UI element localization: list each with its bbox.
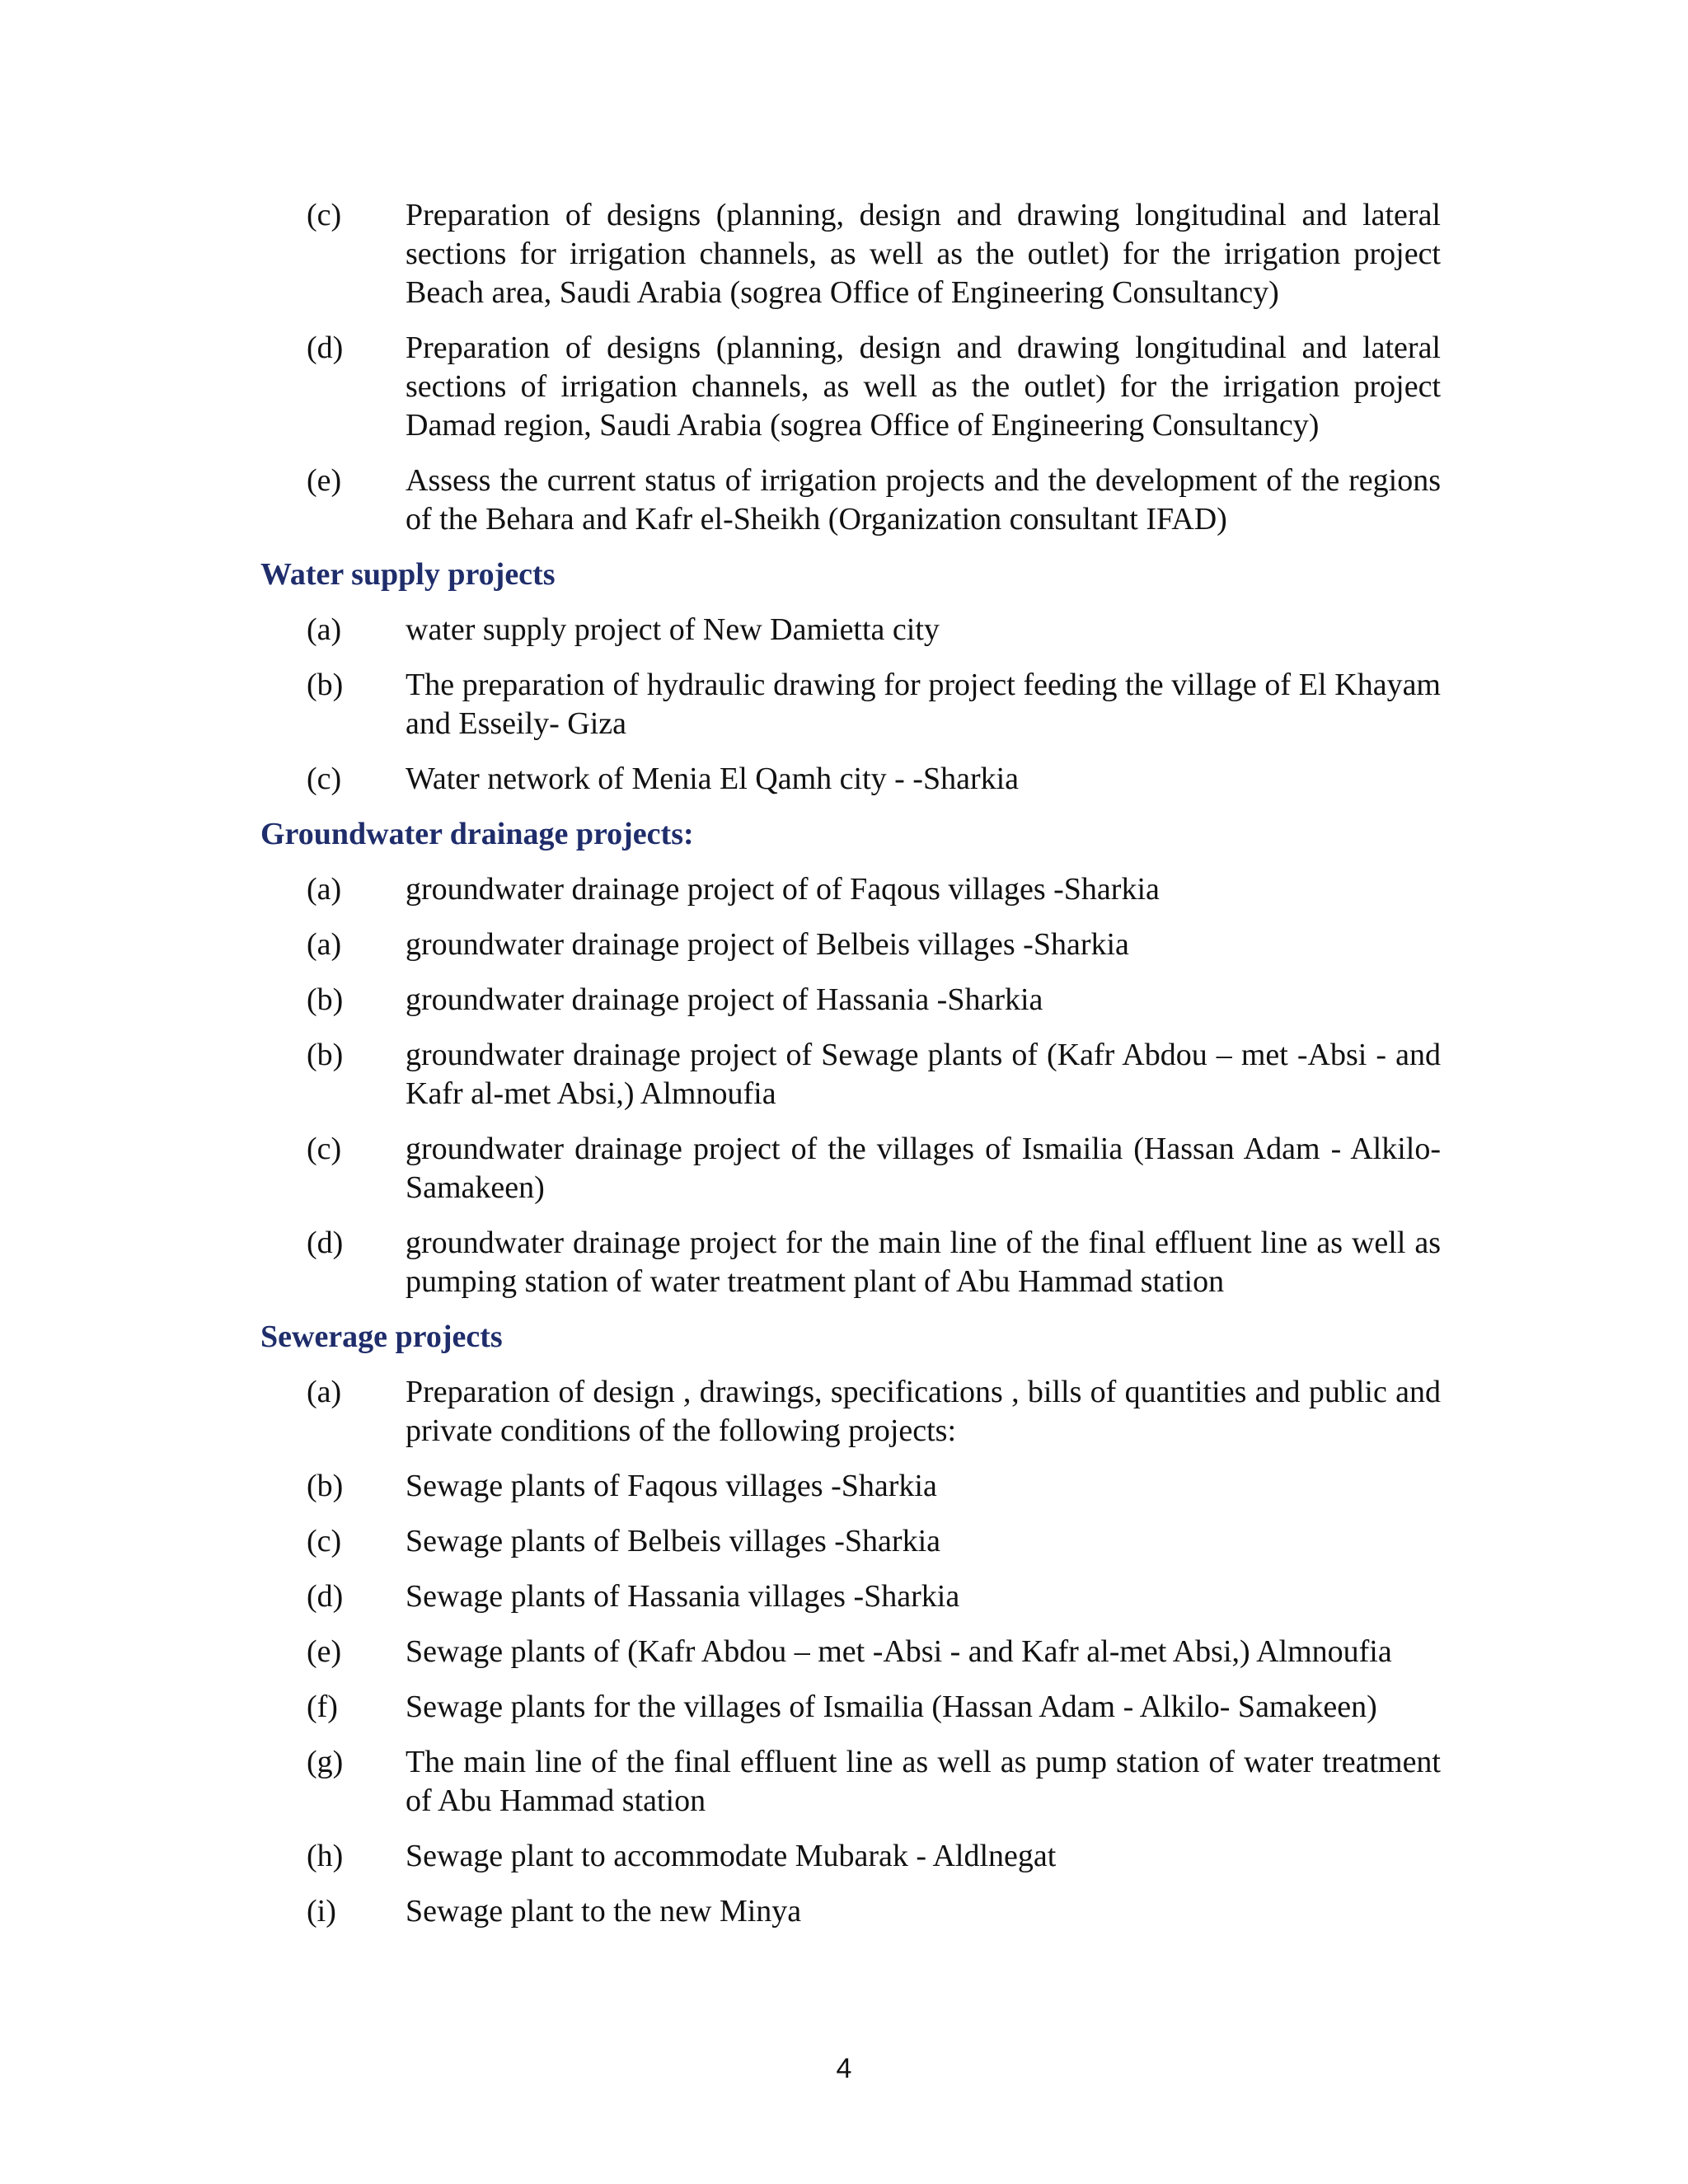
item-text: Sewage plants of Faqous villages -Sharkia xyxy=(406,1469,937,1503)
item-text: Sewage plants for the villages of Ismailia (Hassan Adam - Alkilo- Samakeen) xyxy=(406,1690,1377,1724)
section-heading-water-supply: Water supply projects xyxy=(260,557,556,592)
item-text: groundwater drainage project for the main line of the final effluent line as well as pumping station of water treatment plant of Abu Hammad station xyxy=(406,1226,1441,1299)
list-item xyxy=(307,1837,1441,1876)
list-item xyxy=(307,611,1441,649)
list-item xyxy=(307,926,1441,964)
list-item xyxy=(307,1743,1441,1821)
list-item xyxy=(307,329,1441,445)
item-text: groundwater drainage project of Hassania -Sharkia xyxy=(406,982,1043,1017)
item-text: Assess the current status of irrigation projects and the development of the regions of the Behara and Kafr el-Sheikh (Organization consultant IFAD) xyxy=(406,463,1441,537)
item-text: Preparation of design , drawings, specifications , bills of quantities and public and private conditions of the following projects: xyxy=(406,1375,1441,1448)
item-marker: (a) xyxy=(307,612,342,647)
item-marker: (a) xyxy=(307,1375,342,1409)
list-item xyxy=(307,870,1441,909)
item-marker: (c) xyxy=(307,762,342,796)
section-heading-sewerage: Sewerage projects xyxy=(260,1319,503,1354)
item-marker: (d) xyxy=(307,1226,344,1260)
item-marker: (i) xyxy=(307,1894,336,1929)
item-marker: (f) xyxy=(307,1690,338,1724)
item-marker: (b) xyxy=(307,668,344,702)
item-text: Preparation of designs (planning, design and drawing longitudinal and lateral sections for irrigation channels, as well as the outlet) for the irrigation project Beach area, Saudi Arabia (sogrea Office of Engineering Consultancy) xyxy=(406,198,1441,310)
item-marker: (d) xyxy=(307,1579,344,1614)
item-text: groundwater drainage project of Sewage plants of (Kafr Abdou – met -Absi - and Kafr al-met Absi,) Almnoufia xyxy=(406,1038,1441,1111)
item-text: groundwater drainage project of of Faqous villages -Sharkia xyxy=(406,872,1160,907)
item-marker: (b) xyxy=(307,1038,344,1072)
list-item xyxy=(307,1577,1441,1616)
list-item xyxy=(307,981,1441,1019)
item-marker: (e) xyxy=(307,463,342,498)
item-text: groundwater drainage project of the villages of Ismailia (Hassan Adam - Alkilo- Samakeen) xyxy=(406,1132,1441,1205)
list-item xyxy=(307,1130,1441,1207)
item-marker: (d) xyxy=(307,330,344,365)
item-text: The preparation of hydraulic drawing for project feeding the village of El Khayam and Esseily- Giza xyxy=(406,668,1441,741)
item-marker: (e) xyxy=(307,1634,342,1669)
section-heading-groundwater: Groundwater drainage projects: xyxy=(260,817,694,851)
item-text: The main line of the final effluent line as well as pump station of water treatment of Abu Hammad station xyxy=(406,1745,1441,1818)
list-item xyxy=(307,760,1441,799)
item-marker: (b) xyxy=(307,1469,344,1503)
item-marker: (b) xyxy=(307,982,344,1017)
list-item xyxy=(307,1688,1441,1727)
list-item xyxy=(307,462,1441,539)
item-text: Sewage plant to accommodate Mubarak - Aldlnegat xyxy=(406,1839,1057,1873)
item-text: water supply project of New Damietta city xyxy=(406,612,940,647)
item-marker: (c) xyxy=(307,1524,342,1558)
page-number: 4 xyxy=(836,2053,852,2084)
item-marker: (c) xyxy=(307,198,342,232)
list-item xyxy=(307,196,1441,312)
list-item xyxy=(307,1633,1441,1671)
item-text: Sewage plant to the new Minya xyxy=(406,1894,802,1929)
list-item xyxy=(307,666,1441,743)
item-marker: (a) xyxy=(307,872,342,907)
item-text: Sewage plants of (Kafr Abdou – met -Absi - and Kafr al-met Absi,) Almnoufia xyxy=(406,1634,1392,1669)
list-item xyxy=(307,1224,1441,1301)
item-text: Sewage plants of Belbeis villages -Sharkia xyxy=(406,1524,941,1558)
page-content xyxy=(260,196,1441,1947)
list-item xyxy=(307,1036,1441,1113)
item-text: Sewage plants of Hassania villages -Sharkia xyxy=(406,1579,960,1614)
item-text: Preparation of designs (planning, design and drawing longitudinal and lateral sections of irrigation channels, as well as the outlet) for the irrigation project Damad region, Saudi Arabia (sogrea Office of Engineering Consultancy) xyxy=(406,330,1441,443)
item-text: Water network of Menia El Qamh city - -Sharkia xyxy=(406,762,1020,796)
list-item xyxy=(307,1522,1441,1561)
item-text: groundwater drainage project of Belbeis villages -Sharkia xyxy=(406,927,1129,962)
item-marker: (h) xyxy=(307,1839,344,1873)
list-item xyxy=(307,1373,1441,1451)
list-item xyxy=(307,1892,1441,1931)
item-marker: (a) xyxy=(307,927,342,962)
item-marker: (g) xyxy=(307,1745,344,1779)
item-marker: (c) xyxy=(307,1132,342,1166)
list-item xyxy=(307,1467,1441,1506)
